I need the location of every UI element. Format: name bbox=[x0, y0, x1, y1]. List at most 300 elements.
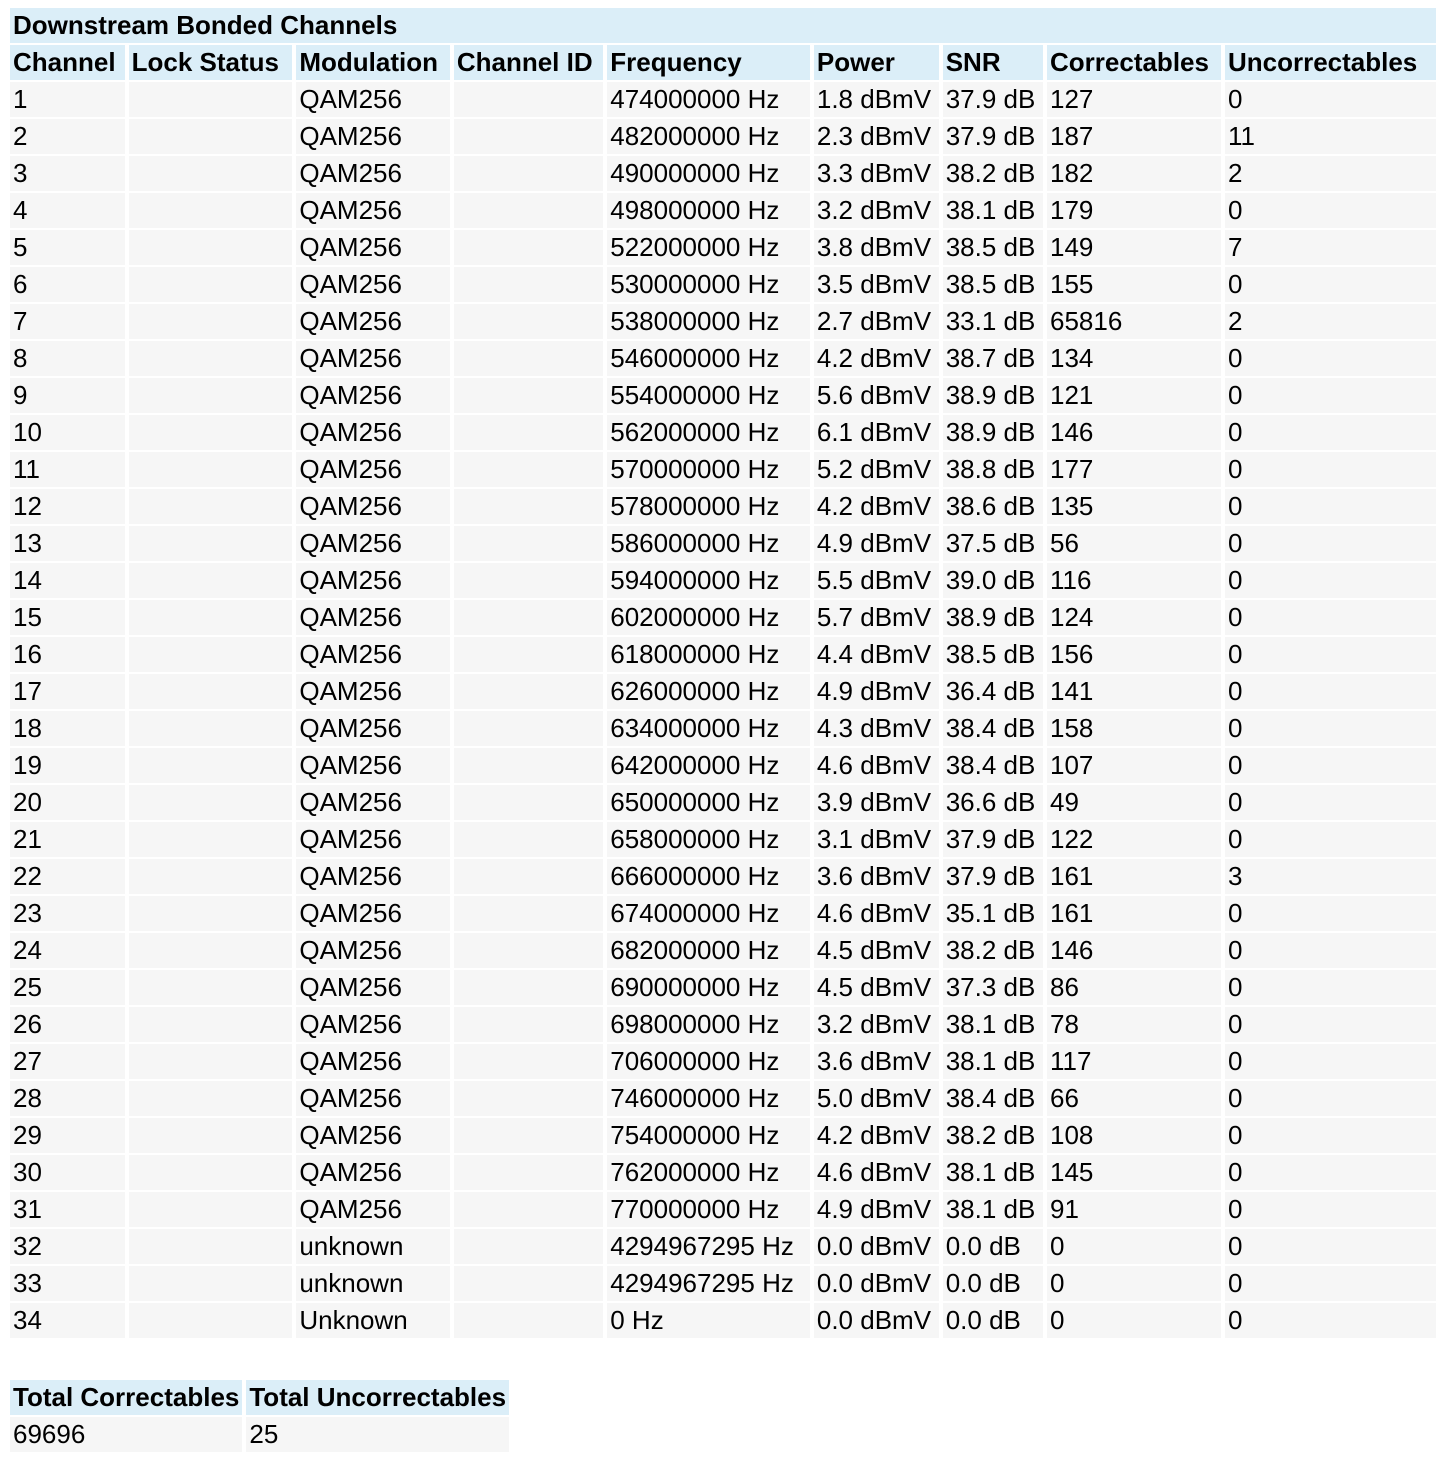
cell-modulation: QAM256 bbox=[296, 1192, 450, 1227]
cell-channel: 22 bbox=[10, 859, 125, 894]
cell-power: 0.0 dBmV bbox=[814, 1229, 939, 1264]
table-row bbox=[10, 970, 1436, 1005]
cell-correctables: 158 bbox=[1047, 711, 1221, 746]
cell-frequency: 530000000 Hz bbox=[607, 267, 810, 302]
cell-snr: 38.9 dB bbox=[943, 378, 1043, 413]
cell-snr: 37.9 dB bbox=[943, 82, 1043, 117]
cell-correctables: 182 bbox=[1047, 156, 1221, 191]
cell-power: 5.5 dBmV bbox=[814, 563, 939, 598]
cell-channel: 34 bbox=[10, 1303, 125, 1338]
cell-uncorrectables: 0 bbox=[1225, 674, 1436, 709]
cell-channel-id bbox=[454, 600, 603, 635]
cell-lock-status bbox=[129, 1229, 293, 1264]
cell-channel-id bbox=[454, 267, 603, 302]
cell-uncorrectables: 0 bbox=[1225, 896, 1436, 931]
table-row bbox=[10, 452, 1436, 487]
cell-power: 3.3 dBmV bbox=[814, 156, 939, 191]
cell-lock-status bbox=[129, 785, 293, 820]
cell-correctables: 121 bbox=[1047, 378, 1221, 413]
cell-modulation: QAM256 bbox=[296, 933, 450, 968]
cell-channel-id bbox=[454, 674, 603, 709]
cell-uncorrectables: 11 bbox=[1225, 119, 1436, 154]
cell-modulation: QAM256 bbox=[296, 748, 450, 783]
cell-snr: 38.9 dB bbox=[943, 415, 1043, 450]
cell-channel-id bbox=[454, 341, 603, 376]
cell-modulation: QAM256 bbox=[296, 1007, 450, 1042]
cell-channel-id bbox=[454, 82, 603, 117]
cell-uncorrectables: 0 bbox=[1225, 452, 1436, 487]
cell-uncorrectables: 0 bbox=[1225, 1303, 1436, 1338]
cell-modulation: QAM256 bbox=[296, 415, 450, 450]
table-row bbox=[10, 600, 1436, 635]
table-row bbox=[10, 1118, 1436, 1153]
column-header-power: Power bbox=[814, 45, 939, 80]
cell-uncorrectables: 0 bbox=[1225, 1081, 1436, 1116]
cell-frequency: 642000000 Hz bbox=[607, 748, 810, 783]
table-row bbox=[10, 304, 1436, 339]
cell-snr: 38.2 dB bbox=[943, 1118, 1043, 1153]
cell-modulation: QAM256 bbox=[296, 526, 450, 561]
cell-frequency: 634000000 Hz bbox=[607, 711, 810, 746]
cell-uncorrectables: 0 bbox=[1225, 600, 1436, 635]
cell-snr: 35.1 dB bbox=[943, 896, 1043, 931]
cell-channel: 11 bbox=[10, 452, 125, 487]
cell-channel: 1 bbox=[10, 82, 125, 117]
cell-power: 3.1 dBmV bbox=[814, 822, 939, 857]
table-row bbox=[10, 637, 1436, 672]
cell-lock-status bbox=[129, 1192, 293, 1227]
cell-power: 3.6 dBmV bbox=[814, 1044, 939, 1079]
cell-lock-status bbox=[129, 452, 293, 487]
column-header-channel-id: Channel ID bbox=[454, 45, 603, 80]
cell-power: 3.2 dBmV bbox=[814, 193, 939, 228]
column-header-correctables: Correctables bbox=[1047, 45, 1221, 80]
cell-channel: 24 bbox=[10, 933, 125, 968]
table-row bbox=[10, 1266, 1436, 1301]
cell-uncorrectables: 0 bbox=[1225, 1044, 1436, 1079]
cell-channel-id bbox=[454, 711, 603, 746]
table-row bbox=[10, 341, 1436, 376]
cell-correctables: 0 bbox=[1047, 1266, 1221, 1301]
cell-power: 0.0 dBmV bbox=[814, 1266, 939, 1301]
cell-channel: 28 bbox=[10, 1081, 125, 1116]
cell-channel: 23 bbox=[10, 896, 125, 931]
table-row bbox=[10, 1229, 1436, 1264]
cell-snr: 37.9 dB bbox=[943, 119, 1043, 154]
cell-snr: 38.4 dB bbox=[943, 711, 1043, 746]
cell-lock-status bbox=[129, 1081, 293, 1116]
cell-modulation: QAM256 bbox=[296, 304, 450, 339]
cell-frequency: 762000000 Hz bbox=[607, 1155, 810, 1190]
cell-lock-status bbox=[129, 267, 293, 302]
cell-channel: 21 bbox=[10, 822, 125, 857]
cell-frequency: 586000000 Hz bbox=[607, 526, 810, 561]
cell-channel-id bbox=[454, 896, 603, 931]
cell-snr: 38.1 dB bbox=[943, 1192, 1043, 1227]
cell-frequency: 562000000 Hz bbox=[607, 415, 810, 450]
table-row bbox=[10, 489, 1436, 524]
cell-uncorrectables: 3 bbox=[1225, 859, 1436, 894]
table-row bbox=[10, 711, 1436, 746]
cell-channel-id bbox=[454, 1229, 603, 1264]
cell-snr: 38.2 dB bbox=[943, 156, 1043, 191]
cell-channel-id bbox=[454, 1155, 603, 1190]
cell-correctables: 179 bbox=[1047, 193, 1221, 228]
cell-snr: 36.4 dB bbox=[943, 674, 1043, 709]
cell-correctables: 124 bbox=[1047, 600, 1221, 635]
cell-channel-id bbox=[454, 193, 603, 228]
cell-power: 2.3 dBmV bbox=[814, 119, 939, 154]
cell-correctables: 146 bbox=[1047, 415, 1221, 450]
cell-power: 3.6 dBmV bbox=[814, 859, 939, 894]
table-row bbox=[10, 674, 1436, 709]
cell-correctables: 65816 bbox=[1047, 304, 1221, 339]
cell-lock-status bbox=[129, 82, 293, 117]
cell-channel-id bbox=[454, 563, 603, 598]
cell-uncorrectables: 0 bbox=[1225, 711, 1436, 746]
cell-uncorrectables: 0 bbox=[1225, 785, 1436, 820]
cell-channel-id bbox=[454, 933, 603, 968]
cell-snr: 37.9 dB bbox=[943, 822, 1043, 857]
cell-correctables: 107 bbox=[1047, 748, 1221, 783]
table-row bbox=[10, 156, 1436, 191]
cell-snr: 0.0 dB bbox=[943, 1303, 1043, 1338]
cell-frequency: 482000000 Hz bbox=[607, 119, 810, 154]
cell-lock-status bbox=[129, 859, 293, 894]
cell-correctables: 187 bbox=[1047, 119, 1221, 154]
cell-frequency: 554000000 Hz bbox=[607, 378, 810, 413]
cell-lock-status bbox=[129, 896, 293, 931]
cell-channel: 12 bbox=[10, 489, 125, 524]
cell-channel: 32 bbox=[10, 1229, 125, 1264]
cell-uncorrectables: 0 bbox=[1225, 1266, 1436, 1301]
cell-power: 5.0 dBmV bbox=[814, 1081, 939, 1116]
cell-snr: 38.2 dB bbox=[943, 933, 1043, 968]
cell-power: 4.9 dBmV bbox=[814, 674, 939, 709]
cell-modulation: QAM256 bbox=[296, 1118, 450, 1153]
cell-power: 4.3 dBmV bbox=[814, 711, 939, 746]
cell-channel-id bbox=[454, 1303, 603, 1338]
cell-power: 2.7 dBmV bbox=[814, 304, 939, 339]
cell-channel: 6 bbox=[10, 267, 125, 302]
cell-channel: 2 bbox=[10, 119, 125, 154]
cell-correctables: 86 bbox=[1047, 970, 1221, 1005]
cell-modulation: QAM256 bbox=[296, 563, 450, 598]
cell-channel-id bbox=[454, 970, 603, 1005]
cell-lock-status bbox=[129, 119, 293, 154]
table-row bbox=[10, 378, 1436, 413]
totals-table bbox=[6, 1378, 513, 1454]
cell-correctables: 161 bbox=[1047, 896, 1221, 931]
downstream-channels-table bbox=[6, 6, 1440, 1340]
cell-modulation: QAM256 bbox=[296, 341, 450, 376]
cell-snr: 38.1 dB bbox=[943, 1155, 1043, 1190]
cell-power: 6.1 dBmV bbox=[814, 415, 939, 450]
cell-channel: 5 bbox=[10, 230, 125, 265]
cell-modulation: Unknown bbox=[296, 1303, 450, 1338]
cell-frequency: 746000000 Hz bbox=[607, 1081, 810, 1116]
cell-modulation: QAM256 bbox=[296, 896, 450, 931]
cell-channel: 19 bbox=[10, 748, 125, 783]
cell-correctables: 0 bbox=[1047, 1303, 1221, 1338]
table-row bbox=[10, 526, 1436, 561]
cell-lock-status bbox=[129, 822, 293, 857]
table-row bbox=[10, 1007, 1436, 1042]
cell-uncorrectables: 2 bbox=[1225, 156, 1436, 191]
cell-lock-status bbox=[129, 674, 293, 709]
totals-header-row bbox=[10, 1380, 509, 1415]
cell-frequency: 650000000 Hz bbox=[607, 785, 810, 820]
cell-correctables: 135 bbox=[1047, 489, 1221, 524]
cell-channel: 4 bbox=[10, 193, 125, 228]
cell-snr: 38.5 dB bbox=[943, 267, 1043, 302]
cell-snr: 38.9 dB bbox=[943, 600, 1043, 635]
cell-lock-status bbox=[129, 563, 293, 598]
cell-lock-status bbox=[129, 1155, 293, 1190]
cell-frequency: 674000000 Hz bbox=[607, 896, 810, 931]
column-header-row bbox=[10, 45, 1436, 80]
cell-lock-status bbox=[129, 637, 293, 672]
total-uncorrectables-value: 25 bbox=[246, 1417, 509, 1452]
cell-frequency: 4294967295 Hz bbox=[607, 1229, 810, 1264]
cell-channel: 20 bbox=[10, 785, 125, 820]
cell-uncorrectables: 0 bbox=[1225, 193, 1436, 228]
cell-snr: 38.5 dB bbox=[943, 230, 1043, 265]
cell-snr: 38.4 dB bbox=[943, 748, 1043, 783]
cell-correctables: 91 bbox=[1047, 1192, 1221, 1227]
cell-snr: 38.7 dB bbox=[943, 341, 1043, 376]
cell-modulation: QAM256 bbox=[296, 637, 450, 672]
cell-snr: 38.8 dB bbox=[943, 452, 1043, 487]
table-row bbox=[10, 822, 1436, 857]
cell-correctables: 0 bbox=[1047, 1229, 1221, 1264]
cell-uncorrectables: 7 bbox=[1225, 230, 1436, 265]
total-correctables-value: 69696 bbox=[10, 1417, 242, 1452]
cell-lock-status bbox=[129, 1266, 293, 1301]
cell-uncorrectables: 2 bbox=[1225, 304, 1436, 339]
cell-lock-status bbox=[129, 230, 293, 265]
cell-uncorrectables: 0 bbox=[1225, 526, 1436, 561]
cell-uncorrectables: 0 bbox=[1225, 341, 1436, 376]
cell-uncorrectables: 0 bbox=[1225, 1229, 1436, 1264]
cell-channel-id bbox=[454, 452, 603, 487]
cell-channel-id bbox=[454, 859, 603, 894]
cell-frequency: 698000000 Hz bbox=[607, 1007, 810, 1042]
table-row bbox=[10, 119, 1436, 154]
total-uncorrectables-header: Total Uncorrectables bbox=[246, 1380, 509, 1415]
cell-power: 4.2 dBmV bbox=[814, 341, 939, 376]
cell-channel-id bbox=[454, 1192, 603, 1227]
cell-snr: 37.5 dB bbox=[943, 526, 1043, 561]
cell-channel-id bbox=[454, 785, 603, 820]
cell-uncorrectables: 0 bbox=[1225, 933, 1436, 968]
cell-frequency: 658000000 Hz bbox=[607, 822, 810, 857]
cell-modulation: QAM256 bbox=[296, 785, 450, 820]
cell-frequency: 570000000 Hz bbox=[607, 452, 810, 487]
cell-channel: 26 bbox=[10, 1007, 125, 1042]
table-row bbox=[10, 748, 1436, 783]
cell-snr: 33.1 dB bbox=[943, 304, 1043, 339]
cell-uncorrectables: 0 bbox=[1225, 1192, 1436, 1227]
cell-modulation: QAM256 bbox=[296, 711, 450, 746]
cell-frequency: 594000000 Hz bbox=[607, 563, 810, 598]
cell-frequency: 498000000 Hz bbox=[607, 193, 810, 228]
cell-power: 4.6 dBmV bbox=[814, 896, 939, 931]
cell-modulation: unknown bbox=[296, 1266, 450, 1301]
cell-channel: 15 bbox=[10, 600, 125, 635]
cell-correctables: 145 bbox=[1047, 1155, 1221, 1190]
cell-correctables: 177 bbox=[1047, 452, 1221, 487]
cell-modulation: QAM256 bbox=[296, 600, 450, 635]
cell-power: 4.6 dBmV bbox=[814, 748, 939, 783]
cell-uncorrectables: 0 bbox=[1225, 82, 1436, 117]
cell-snr: 38.1 dB bbox=[943, 1007, 1043, 1042]
cell-lock-status bbox=[129, 970, 293, 1005]
cell-power: 4.5 dBmV bbox=[814, 933, 939, 968]
cell-frequency: 546000000 Hz bbox=[607, 341, 810, 376]
cell-frequency: 666000000 Hz bbox=[607, 859, 810, 894]
cell-modulation: QAM256 bbox=[296, 452, 450, 487]
cell-modulation: QAM256 bbox=[296, 859, 450, 894]
cell-channel-id bbox=[454, 526, 603, 561]
cell-lock-status bbox=[129, 600, 293, 635]
cell-modulation: QAM256 bbox=[296, 1155, 450, 1190]
cell-channel-id bbox=[454, 748, 603, 783]
cell-uncorrectables: 0 bbox=[1225, 970, 1436, 1005]
cell-channel: 7 bbox=[10, 304, 125, 339]
cell-uncorrectables: 0 bbox=[1225, 489, 1436, 524]
cell-channel: 33 bbox=[10, 1266, 125, 1301]
cell-uncorrectables: 0 bbox=[1225, 1007, 1436, 1042]
cell-uncorrectables: 0 bbox=[1225, 748, 1436, 783]
cell-snr: 0.0 dB bbox=[943, 1266, 1043, 1301]
downstream-section bbox=[6, 6, 1440, 1340]
cell-channel-id bbox=[454, 1007, 603, 1042]
cell-modulation: QAM256 bbox=[296, 82, 450, 117]
table-row bbox=[10, 1081, 1436, 1116]
cell-correctables: 155 bbox=[1047, 267, 1221, 302]
column-header-channel: Channel bbox=[10, 45, 125, 80]
cell-lock-status bbox=[129, 933, 293, 968]
cell-power: 4.2 dBmV bbox=[814, 1118, 939, 1153]
cell-modulation: QAM256 bbox=[296, 193, 450, 228]
cell-modulation: QAM256 bbox=[296, 378, 450, 413]
cell-channel-id bbox=[454, 489, 603, 524]
cell-channel: 25 bbox=[10, 970, 125, 1005]
cell-lock-status bbox=[129, 341, 293, 376]
cell-modulation: QAM256 bbox=[296, 230, 450, 265]
cell-snr: 38.1 dB bbox=[943, 1044, 1043, 1079]
cell-correctables: 66 bbox=[1047, 1081, 1221, 1116]
cell-power: 4.5 dBmV bbox=[814, 970, 939, 1005]
cell-channel-id bbox=[454, 822, 603, 857]
cell-snr: 37.3 dB bbox=[943, 970, 1043, 1005]
cell-frequency: 490000000 Hz bbox=[607, 156, 810, 191]
cell-frequency: 538000000 Hz bbox=[607, 304, 810, 339]
cell-power: 5.6 dBmV bbox=[814, 378, 939, 413]
cell-lock-status bbox=[129, 526, 293, 561]
cell-snr: 39.0 dB bbox=[943, 563, 1043, 598]
cell-channel: 16 bbox=[10, 637, 125, 672]
cell-frequency: 4294967295 Hz bbox=[607, 1266, 810, 1301]
cell-frequency: 522000000 Hz bbox=[607, 230, 810, 265]
cell-correctables: 116 bbox=[1047, 563, 1221, 598]
cell-correctables: 117 bbox=[1047, 1044, 1221, 1079]
cell-correctables: 56 bbox=[1047, 526, 1221, 561]
cell-correctables: 127 bbox=[1047, 82, 1221, 117]
table-row bbox=[10, 785, 1436, 820]
table-row bbox=[10, 933, 1436, 968]
table-row bbox=[10, 896, 1436, 931]
cell-correctables: 161 bbox=[1047, 859, 1221, 894]
totals-section bbox=[6, 1378, 513, 1454]
table-row bbox=[10, 1155, 1436, 1190]
cell-channel: 29 bbox=[10, 1118, 125, 1153]
table-row bbox=[10, 415, 1436, 450]
column-header-frequency: Frequency bbox=[607, 45, 810, 80]
table-row bbox=[10, 1303, 1436, 1338]
cell-frequency: 578000000 Hz bbox=[607, 489, 810, 524]
cell-snr: 36.6 dB bbox=[943, 785, 1043, 820]
cell-power: 4.2 dBmV bbox=[814, 489, 939, 524]
cell-uncorrectables: 0 bbox=[1225, 267, 1436, 302]
cell-snr: 38.6 dB bbox=[943, 489, 1043, 524]
cell-frequency: 682000000 Hz bbox=[607, 933, 810, 968]
cell-power: 4.6 dBmV bbox=[814, 1155, 939, 1190]
cell-power: 5.7 dBmV bbox=[814, 600, 939, 635]
cell-lock-status bbox=[129, 711, 293, 746]
cell-power: 1.8 dBmV bbox=[814, 82, 939, 117]
cell-snr: 0.0 dB bbox=[943, 1229, 1043, 1264]
table-row bbox=[10, 82, 1436, 117]
cell-channel-id bbox=[454, 1266, 603, 1301]
cell-frequency: 602000000 Hz bbox=[607, 600, 810, 635]
cell-correctables: 156 bbox=[1047, 637, 1221, 672]
cell-modulation: QAM256 bbox=[296, 156, 450, 191]
table-row bbox=[10, 563, 1436, 598]
cell-uncorrectables: 0 bbox=[1225, 415, 1436, 450]
cell-snr: 37.9 dB bbox=[943, 859, 1043, 894]
column-header-uncorrectables: Uncorrectables bbox=[1225, 45, 1436, 80]
cell-lock-status bbox=[129, 489, 293, 524]
cell-frequency: 0 Hz bbox=[607, 1303, 810, 1338]
cell-channel-id bbox=[454, 156, 603, 191]
cell-channel: 14 bbox=[10, 563, 125, 598]
cell-channel-id bbox=[454, 1118, 603, 1153]
cell-channel: 9 bbox=[10, 378, 125, 413]
cell-correctables: 108 bbox=[1047, 1118, 1221, 1153]
cell-channel: 13 bbox=[10, 526, 125, 561]
cell-correctables: 149 bbox=[1047, 230, 1221, 265]
table-row bbox=[10, 1192, 1436, 1227]
cell-channel-id bbox=[454, 637, 603, 672]
cell-power: 3.2 dBmV bbox=[814, 1007, 939, 1042]
cell-lock-status bbox=[129, 1303, 293, 1338]
downstream-table-body bbox=[10, 82, 1436, 1338]
cell-modulation: QAM256 bbox=[296, 1044, 450, 1079]
cell-correctables: 134 bbox=[1047, 341, 1221, 376]
cell-correctables: 146 bbox=[1047, 933, 1221, 968]
total-correctables-header: Total Correctables bbox=[10, 1380, 242, 1415]
cell-frequency: 474000000 Hz bbox=[607, 82, 810, 117]
cell-snr: 38.1 dB bbox=[943, 193, 1043, 228]
cell-channel-id bbox=[454, 1044, 603, 1079]
cell-channel: 10 bbox=[10, 415, 125, 450]
cell-modulation: QAM256 bbox=[296, 1081, 450, 1116]
cell-channel: 27 bbox=[10, 1044, 125, 1079]
cell-power: 3.5 dBmV bbox=[814, 267, 939, 302]
cell-channel: 8 bbox=[10, 341, 125, 376]
